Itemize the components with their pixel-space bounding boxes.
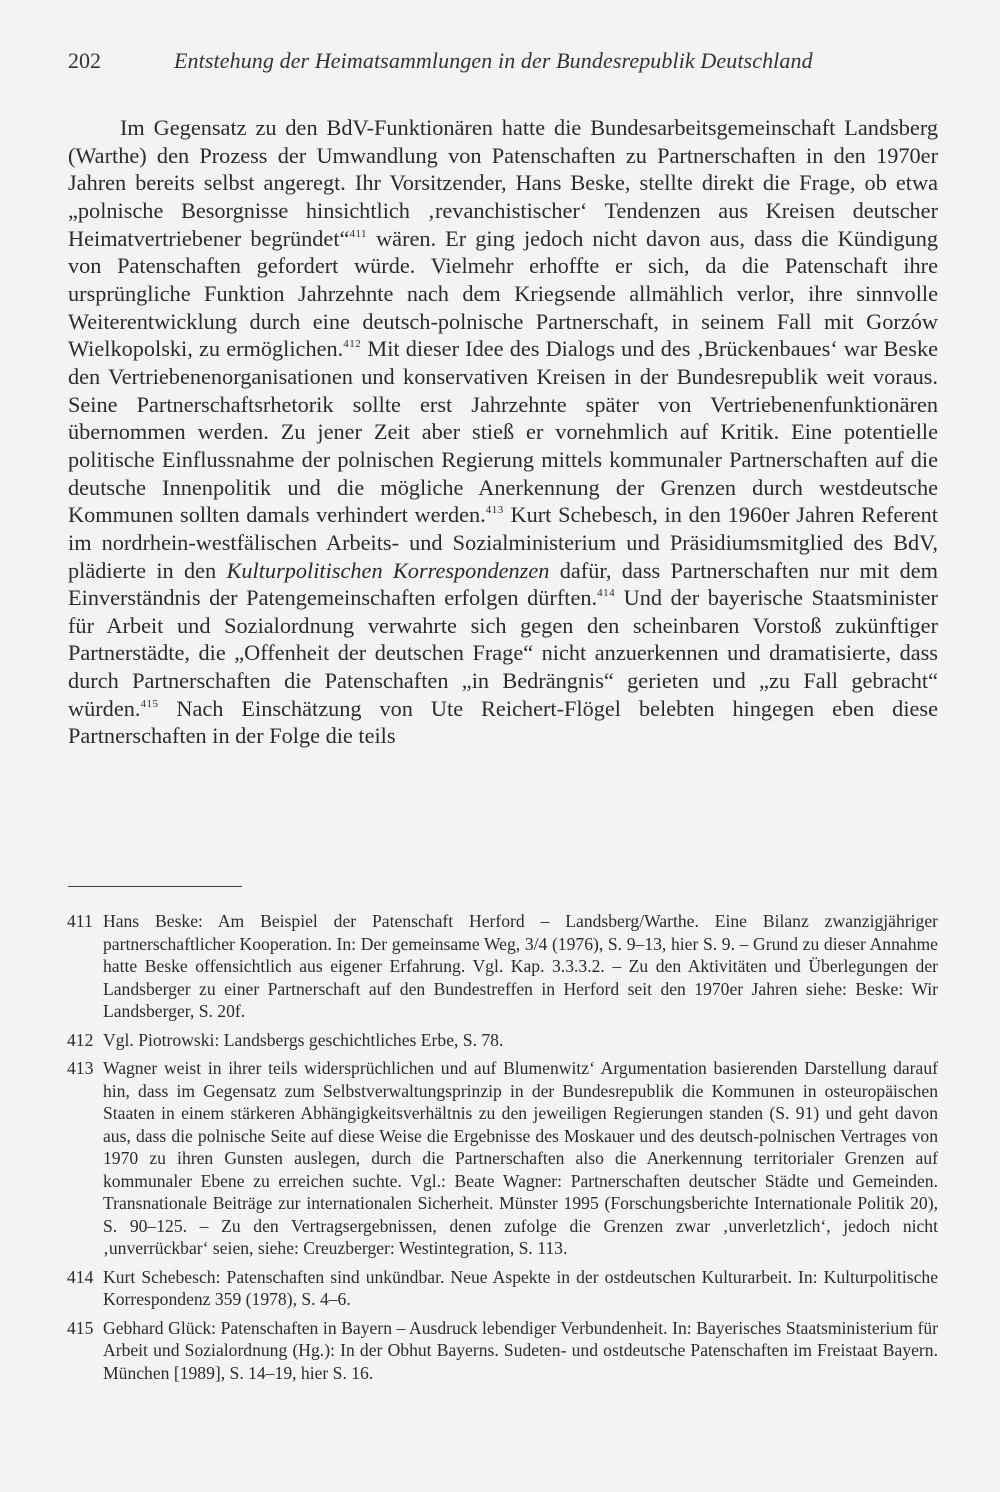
footnote-413 (68, 1057, 938, 1260)
page-number: 202 (68, 48, 101, 73)
footnote-411 (68, 910, 938, 1023)
body-text-run: Kurt Schebesch, in den 1960er Jahren Referent im nordrhein-westfälischen Arbeits- und Sozialministerium und Präsidiumsmitglied des BdV, plädierte in den (68, 502, 938, 583)
body-text-run: Nach Einschätzung von Ute Reichert-Flögel belebten hingegen eben diese Partnerschaften in der Folge die teils (68, 695, 938, 749)
footnote-reference-413[interactable]: 413 (485, 504, 504, 517)
footnote-number: 414 (67, 1266, 94, 1287)
italic-publication-title: Kulturpolitischen Korrespondenzen (226, 557, 550, 583)
body-text-run: wären. Er ging jedoch nicht davon aus, dass die Kündigung von Patenschaften gefordert würde. Vielmehr erhoffte er sich, da die Patenschaft ihre ursprüngliche Funktion Jahrzehnte nach dem Kriegsende allmählich verlor, ihre sinnvolle Weiterentwicklung durch eine deutsch-polnische Partnerschaft, in seinem Fall mit Gorzów Wielkopolski, zu ermöglichen. (68, 225, 939, 362)
footnote-reference-412[interactable]: 412 (343, 338, 362, 351)
footnote-reference-411[interactable]: 411 (349, 227, 368, 240)
footnote-number: 412 (67, 1029, 94, 1050)
footnote-415 (68, 1317, 938, 1385)
footnote-text: Kurt Schebesch: Patenschaften sind unkündbar. Neue Aspekte in der ostdeutschen Kulturarbeit. In: Kulturpolitische Korrespondenz 359 (1978), S. 4–6. (103, 1266, 938, 1309)
body-paragraph (68, 114, 938, 750)
body-text-run: Im Gegensatz zu den BdV-Funktionären hatte die Bundesarbeitsgemeinschaft Landsberg (Warthe) den Prozess der Umwandlung von Patenschaften zu Partnerschaften in den 1970er Jahren bereits selbst angeregt. Ihr Vorsitzender, Hans Beske, stellte direkt die Frage, ob etwa „polnische Besorgnisse hinsichtlich ‚revanchistischer‘ Tendenzen aus Kreisen deutscher Heimatvertriebener begründet“ (68, 115, 938, 251)
running-head (68, 44, 948, 78)
footnotes (68, 910, 938, 1390)
footnote-number: 411 (67, 911, 93, 931)
footnote-reference-414[interactable]: 414 (597, 587, 616, 600)
body-text-run: dafür, dass Partnerschaften nur mit dem Einverständnis der Patengemeinschaften erfolgen dürften. (68, 557, 938, 611)
footnote-text: Vgl. Piotrowski: Landsbergs geschichtliches Erbe, S. 78. (103, 1029, 504, 1050)
footnote-number: 413 (67, 1058, 94, 1078)
footnote-text: Wagner weist in ihrer teils widersprüchlichen und auf Blumenwitz‘ Argumentation basierenden Darstellung darauf hin, dass im Gegensatz zum Selbstverwaltungsprinzip in der Bundesrepublik die Kommunen in osteuropäischen Staaten in einem stärkeren Abhängigkeitsverhältnis zu den jeweiligen Regierungen standen (S. 91) und geht davon aus, dass die polnische Seite auf diese Weise die Ergebnisse des Moskauer und des deutsch-polnischen Vertrages von 1970 zu ihren Gunsten auslegen, durch die Partnerschaften also die Anerkennung territorialer Grenzen auf kommunaler Ebene zu erreichen suchte. Vgl.: Beate Wagner: Partnerschaften deutscher Städte und Gemeinden. Transnationale Beiträge zur internationalen Sicherheit. Münster 1995 (Forschungsberichte Internationale Politik 20), S. 90–125. – Zu den Vertragsergebnissen, denen zufolge die Grenzen zwar ‚unverletzlich‘, jedoch nicht ‚unverrückbar‘ seien, siehe: Creuzberger: Westintegration, S. 113. (103, 1058, 938, 1258)
body-text (68, 114, 938, 750)
footnote-text: Hans Beske: Am Beispiel der Patenschaft Herford – Landsberg/Warthe. Eine Bilanz zwanzigjähriger partnerschaftlicher Kooperation. In: Der gemeinsame Weg, 3/4 (1976), S. 9–13, hier S. 9. – Grund zu dieser Annahme hatte Beske offensichtlich aus eigener Erfahrung. Vgl. Kap. 3.3.3.2. – Zu den Aktivitäten und Überlegungen der Landsberger zu einer Partnerschaft auf den Bundestreffen in Herford seit den 1970er Jahren siehe: Beske: Wir Landsberger, S. 20f. (103, 911, 938, 1021)
footnote-414 (68, 1266, 938, 1311)
footnote-text: Gebhard Glück: Patenschaften in Bayern – Ausdruck lebendiger Verbundenheit. In: Bayerisches Staatsministerium für Arbeit und Sozialordnung (Hg.): In der Obhut Bayerns. Sudeten- und ostdeutsche Patenschaften im Freistaat Bayern. München [1989], S. 14–19, hier S. 16. (103, 1317, 938, 1383)
running-title: Entstehung der Heimatsammlungen in der Bundesrepublik Deutschland (174, 48, 813, 73)
footnote-412 (68, 1029, 938, 1052)
body-text-run: Mit dieser Idee des Dialogs und des ‚Brückenbaues‘ war Beske den Vertriebenenorganisationen und konservativen Kreisen in der Bundesrepublik weit voraus. Seine Partnerschaftsrhetorik sollte erst Jahrzehnte später von Vertriebenenfunktionären übernommen werden. Zu jener Zeit aber stieß er vornehmlich auf Kritik. Eine potentielle politische Einflussnahme der polnischen Regierung mittels kommunaler Partnerschaften auf die deutsche Innenpolitik und die mögliche Anerkennung der Grenzen durch westdeutsche Kommunen sollten damals verhindert werden. (68, 336, 938, 528)
footnote-separator (68, 886, 242, 887)
footnote-number: 415 (67, 1317, 94, 1338)
footnote-reference-415[interactable]: 415 (140, 697, 159, 710)
body-text-run: Und der bayerische Staatsminister für Arbeit und Sozialordnung verwahrte sich gegen den scheinbaren Vorstoß zukünftiger Partnerstädte, die „Offenheit der deutschen Frage“ nicht anzuerkennen und dramatisierte, dass durch Partnerschaften die Patenschaften „in Bedrängnis“ gerieten und „zu Fall gebracht“ würden. (68, 585, 938, 721)
